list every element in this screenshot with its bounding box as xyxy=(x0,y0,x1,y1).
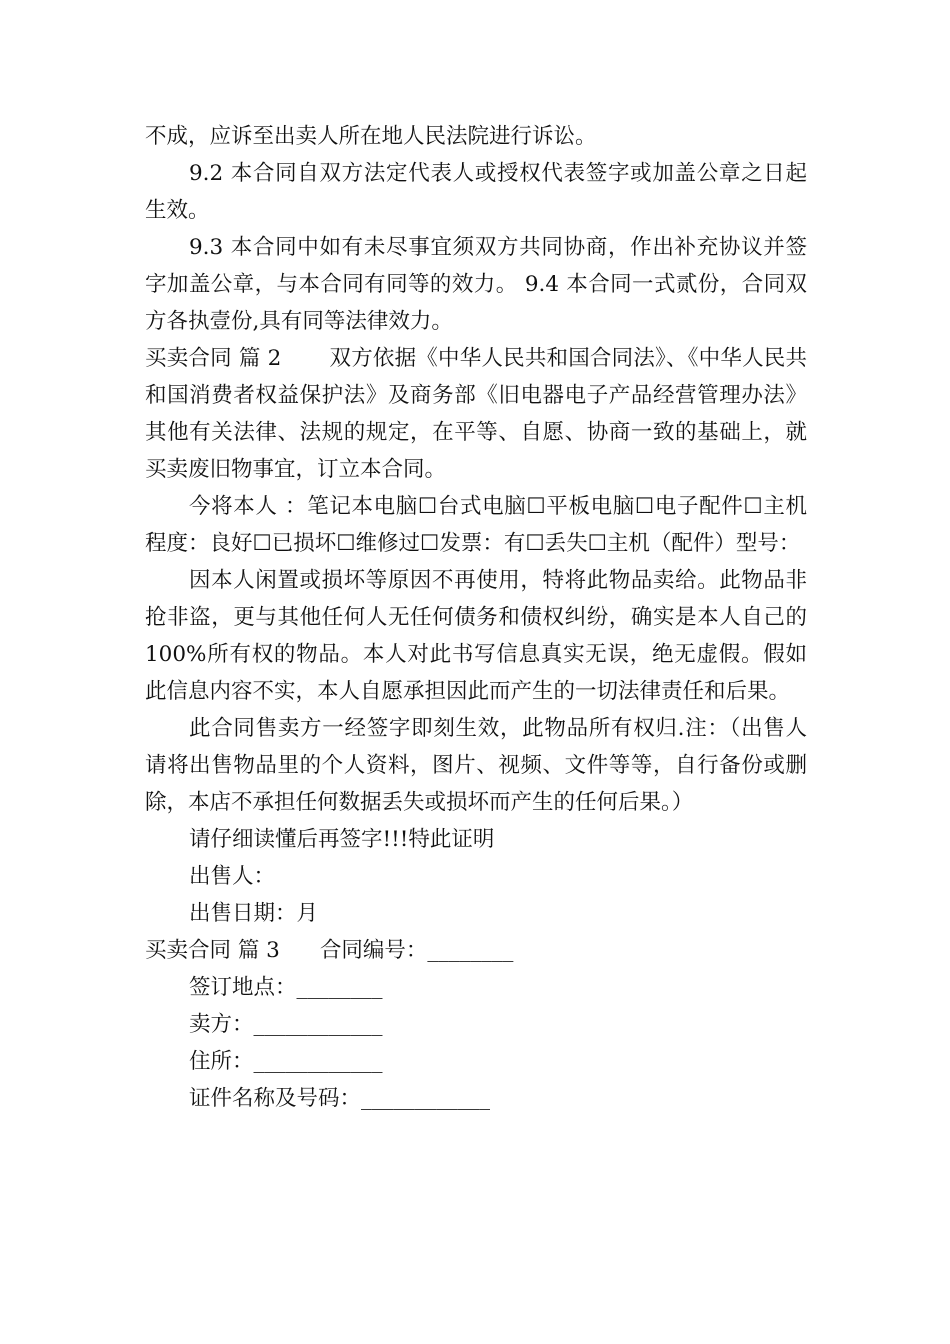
paragraph-read-notice: 请仔细读懂后再签字!!!特此证明 xyxy=(189,827,495,852)
address-field: 住所：____________ xyxy=(189,1049,383,1074)
paragraph-declaration: 因本人闲置或损坏等原因不再使用，特将此物品卖给。此物品非抢非盗，更与其他任何人无任何债务和债权纠纷，确实是本人自己的 100%所有权的物品。本人对此书写信息真实无误，绝无虚假。假如此信息内容不实，本人自愿承担因此而产生的一切法律责任和后果。 xyxy=(145,568,807,704)
paragraph-items: 今将本人 ：笔记本电脑☐台式电脑☐平板电脑☐电子配件☐主机程度：良好☐已损坏☐维修过☐发票：有☐丢失☐主机（配件）型号： xyxy=(145,494,807,556)
paragraph-effect-note: 此合同售卖方一经签字即刻生效，此物品所有权归.注：（出售人请将出售物品里的个人资料，图片、视频、文件等等，自行备份或删除，本店不承担任何数据丢失或损坏而产生的任何后果。） xyxy=(145,716,807,815)
paragraph-9-2: 9.2 本合同自双方法定代表人或授权代表签字或加盖公章之日起生效。 xyxy=(145,161,807,223)
paragraph-9-3: 9.3 本合同中如有未尽事宜须双方共同协商，作出补充协议并签字加盖公章，与本合同有同等的效力。 9.4 本合同一式贰份，合同双方各执壹份,具有同等法律效力。 xyxy=(145,235,807,334)
section-2-intro: 双方依据《中华人民共和国合同法》、《中华人民共和国消费者权益保护法》及商务部《旧电器电子产品经营管理办法》其他有关法律、法规的规定，在平等、自愿、协商一致的基础上，就买卖废旧物事宜，订立本合同。 xyxy=(145,346,807,482)
section-3-header xyxy=(145,932,807,969)
section-3-title: 买卖合同 篇 3 xyxy=(145,938,280,963)
sign-place-field: 签订地点：________ xyxy=(189,975,383,1000)
id-document-field: 证件名称及号码：____________ xyxy=(189,1086,491,1111)
document-page xyxy=(145,118,807,1117)
seller-field: 卖方：____________ xyxy=(189,1012,383,1037)
paragraph-litigation: 不成，应诉至出卖人所在地人民法院进行诉讼。 xyxy=(145,124,597,149)
seller-signature-line: 出售人： xyxy=(189,864,276,889)
section-2-title: 买卖合同 篇 2 xyxy=(145,346,282,371)
sale-date-line: 出售日期：月 xyxy=(189,901,319,926)
section-2 xyxy=(145,340,807,488)
contract-number-field: 合同编号：________ xyxy=(319,938,514,963)
